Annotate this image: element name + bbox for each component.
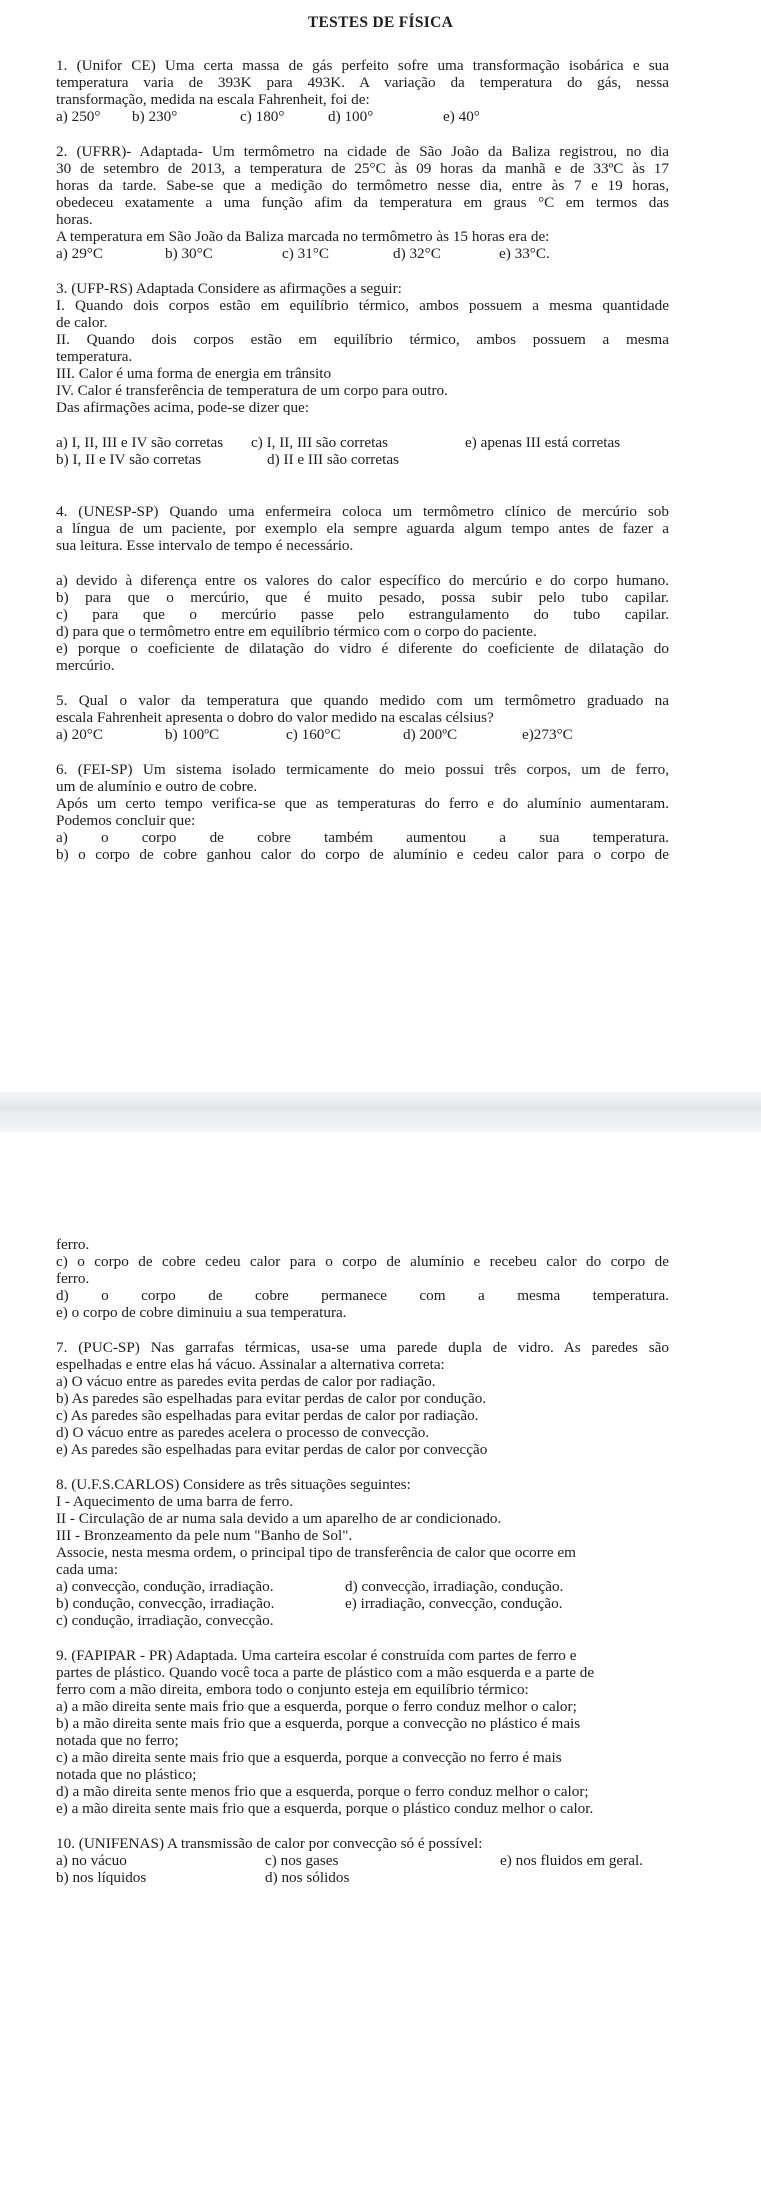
- q2-option-b: b) 30°C: [165, 245, 213, 262]
- q5-option-a: a) 20°C: [56, 726, 103, 743]
- q5-option-b: b) 100ºC: [165, 726, 220, 743]
- q5-option-e: e)273°C: [522, 726, 573, 743]
- q3-line: temperatura.: [56, 348, 133, 365]
- q9-option-d: d) a mão direita sente menos frio que a esquerda, porque o ferro conduz melhor o calor;: [56, 1783, 589, 1800]
- q4-option-a: a) devido à diferença entre os valores do calor específico do mercúrio e do corpo humano.: [56, 572, 669, 589]
- q8-option-c: c) condução, irradiação, convecção.: [56, 1612, 274, 1629]
- q6-option-a: a) o corpo de cobre também aumentou a sua temperatura.: [56, 829, 669, 846]
- q9-line: ferro com a mão direita, embora todo o conjunto esteja em equilíbrio térmico:: [56, 1681, 529, 1698]
- q9-option-b: b) a mão direita sente mais frio que a esquerda, porque a convecção no plástico é mais: [56, 1715, 581, 1732]
- q6-line: ferro.: [56, 1236, 90, 1253]
- q2-line: 30 de setembro de 2013, a temperatura de 25°C às 09 horas da manhã e de 33ºC às 17: [56, 160, 669, 177]
- q8-option-b: b) condução, convecção, irradiação.: [56, 1595, 275, 1612]
- q8-line: II - Circulação de ar numa sala devido a um aparelho de ar condicionado.: [56, 1510, 502, 1527]
- q1-line: temperatura varia de 393K para 493K. A variação da temperatura do gás, nessa: [56, 74, 669, 91]
- q10-option-b: b) nos líquidos: [56, 1869, 147, 1886]
- q2-line: A temperatura em São João da Baliza marcada no termômetro às 15 horas era de:: [56, 228, 550, 245]
- q2-option-e: e) 33°C.: [499, 245, 550, 262]
- q4-line: sua leitura. Esse intervalo de tempo é necessário.: [56, 537, 354, 554]
- q1-option-b: b) 230°: [132, 108, 178, 125]
- page-title: TESTES DE FÍSICA: [307, 14, 454, 31]
- q10-option-e: e) nos fluidos em geral.: [500, 1852, 643, 1869]
- q8-option-a: a) convecção, condução, irradiação.: [56, 1578, 274, 1595]
- q3-option-a: a) I, II, III e IV são corretas: [56, 434, 224, 451]
- q8-line: I - Aquecimento de uma barra de ferro.: [56, 1493, 293, 1510]
- q10-line: 10. (UNIFENAS) A transmissão de calor por convecção só é possível:: [56, 1835, 483, 1852]
- q4-option-b: b) para que o mercúrio, que é muito pesado, possa subir pelo tubo capilar.: [56, 589, 669, 606]
- q6-line: 6. (FEI-SP) Um sistema isolado termicamente do meio possui três corpos, um de ferro,: [56, 761, 669, 778]
- q3-line: de calor.: [56, 314, 108, 331]
- q2-option-d: d) 32°C: [393, 245, 441, 262]
- q3-line: Das afirmações acima, pode-se dizer que:: [56, 399, 310, 416]
- q9-line: 9. (FAPIPAR - PR) Adaptada. Uma carteira escolar é construída com partes de ferro e: [56, 1647, 577, 1664]
- q7-line: espelhadas e entre elas há vácuo. Assinalar a alternativa correta:: [56, 1356, 445, 1373]
- q9-option-c: c) a mão direita sente mais frio que a esquerda, porque a convecção no ferro é mais: [56, 1749, 562, 1766]
- q3-option-c: c) I, II, III são corretas: [251, 434, 389, 451]
- q7-option-d: d) O vácuo entre as paredes acelera o processo de convecção.: [56, 1424, 430, 1441]
- q3-line: III. Calor é uma forma de energia em trânsito: [56, 365, 332, 382]
- q6-option-c: c) o corpo de cobre cedeu calor para o corpo de alumínio e recebeu calor do corpo de: [56, 1253, 669, 1270]
- q2-line: 2. (UFRR)- Adaptada- Um termômetro na cidade de São João da Baliza registrou, no dia: [56, 143, 669, 160]
- q1-option-d: d) 100°: [328, 108, 374, 125]
- q3-option-e: e) apenas III está corretas: [465, 434, 621, 451]
- q9-line: notada que no plástico;: [56, 1766, 197, 1783]
- q3-line: 3. (UFP-RS) Adaptada Considere as afirmações a seguir:: [56, 280, 402, 297]
- q10-option-c: c) nos gases: [265, 1852, 339, 1869]
- page-break: [0, 1092, 761, 1132]
- q3-line: II. Quando dois corpos estão em equilíbrio térmico, ambos possuem a mesma: [56, 331, 669, 348]
- q3-option-d: d) II e III são corretas: [267, 451, 399, 468]
- q8-option-e: e) irradiação, convecção, condução.: [345, 1595, 563, 1612]
- q9-option-e: e) a mão direita sente mais frio que a esquerda, porque o plástico conduz melhor o calor.: [56, 1800, 594, 1817]
- q2-line: horas.: [56, 211, 93, 228]
- q4-line: mercúrio.: [56, 657, 115, 674]
- q6-line: Após um certo tempo verifica-se que as temperaturas do ferro e do alumínio aumentaram.: [56, 795, 669, 812]
- q5-option-d: d) 200ºC: [403, 726, 458, 743]
- q2-line: horas da tarde. Sabe-se que a medição do termômetro nesse dia, entre às 7 e 19 horas,: [56, 177, 669, 194]
- q4-option-c: c) para que o mercúrio passe pelo estrangulamento do tubo capilar.: [56, 606, 669, 623]
- q1-option-a: a) 250°: [56, 108, 101, 125]
- q8-line: Associe, nesta mesma ordem, o principal tipo de transferência de calor que ocorre em: [56, 1544, 576, 1561]
- q9-line: partes de plástico. Quando você toca a parte de plástico com a mão esquerda e a parte de: [56, 1664, 595, 1681]
- q2-line: obedeceu exatamente a uma função afim da temperatura em graus °C em termos das: [56, 194, 669, 211]
- q8-line: 8. (U.F.S.CARLOS) Considere as três situações seguintes:: [56, 1476, 411, 1493]
- q7-option-a: a) O vácuo entre as paredes evita perdas de calor por radiação.: [56, 1373, 436, 1390]
- q4-line: a língua de um paciente, por exemplo ela sempre aguarda algum tempo antes de fazer a: [56, 520, 669, 537]
- q4-option-d: d) para que o termômetro entre em equilíbrio térmico com o corpo do paciente.: [56, 623, 537, 640]
- q1-option-c: c) 180°: [240, 108, 285, 125]
- q8-line: III - Bronzeamento da pele num "Banho de Sol".: [56, 1527, 353, 1544]
- q9-option-a: a) a mão direita sente mais frio que a esquerda, porque o ferro conduz melhor o calor;: [56, 1698, 577, 1715]
- q6-option-d: d) o corpo de cobre permanece com a mesma temperatura.: [56, 1287, 669, 1304]
- q10-option-d: d) nos sólidos: [265, 1869, 350, 1886]
- q1-line: transformação, medida na escala Fahrenheit, foi de:: [56, 91, 370, 108]
- q1-option-e: e) 40°: [443, 108, 480, 125]
- q1-line: 1. (Unifor CE) Uma certa massa de gás perfeito sofre uma transformação isobárica e sua: [56, 57, 669, 74]
- q4-option-e: e) porque o coeficiente de dilatação do vidro é diferente do coeficiente de dilatação do: [56, 640, 669, 657]
- q3-option-b: b) I, II e IV são corretas: [56, 451, 202, 468]
- q6-option-b: b) o corpo de cobre ganhou calor do corpo de alumínio e cedeu calor para o corpo de: [56, 846, 669, 863]
- q2-option-c: c) 31°C: [282, 245, 329, 262]
- q7-option-e: e) As paredes são espelhadas para evitar perdas de calor por convecção: [56, 1441, 488, 1458]
- q6-line: um de alumínio e outro de cobre.: [56, 778, 258, 795]
- q9-line: notada que no ferro;: [56, 1732, 179, 1749]
- q5-line: 5. Qual o valor da temperatura que quando medido com um termômetro graduado na: [56, 692, 669, 709]
- q7-option-c: c) As paredes são espelhadas para evitar perdas de calor por radiação.: [56, 1407, 479, 1424]
- q2-option-a: a) 29°C: [56, 245, 103, 262]
- q3-line: IV. Calor é transferência de temperatura de um corpo para outro.: [56, 382, 448, 399]
- q6-line: ferro.: [56, 1270, 90, 1287]
- q6-line: Podemos concluir que:: [56, 812, 196, 829]
- q6-option-e: e) o corpo de cobre diminuiu a sua temperatura.: [56, 1304, 347, 1321]
- q8-line: cada uma:: [56, 1561, 118, 1578]
- page-1: [0, 0, 761, 1092]
- q7-line: 7. (PUC-SP) Nas garrafas térmicas, usa-se uma parede dupla de vidro. As paredes são: [56, 1339, 669, 1356]
- q10-option-a: a) no vácuo: [56, 1852, 127, 1869]
- q8-option-d: d) convecção, irradiação, condução.: [345, 1578, 564, 1595]
- q3-line: I. Quando dois corpos estão em equilíbrio térmico, ambos possuem a mesma quantidade: [56, 297, 669, 314]
- q7-option-b: b) As paredes são espelhadas para evitar perdas de calor por condução.: [56, 1390, 487, 1407]
- page-2: [0, 1132, 761, 2207]
- q4-line: 4. (UNESP-SP) Quando uma enfermeira coloca um termômetro clínico de mercúrio sob: [56, 503, 669, 520]
- q5-option-c: c) 160°C: [286, 726, 341, 743]
- q5-line: escala Fahrenheit apresenta o dobro do valor medido na escalas célsius?: [56, 709, 494, 726]
